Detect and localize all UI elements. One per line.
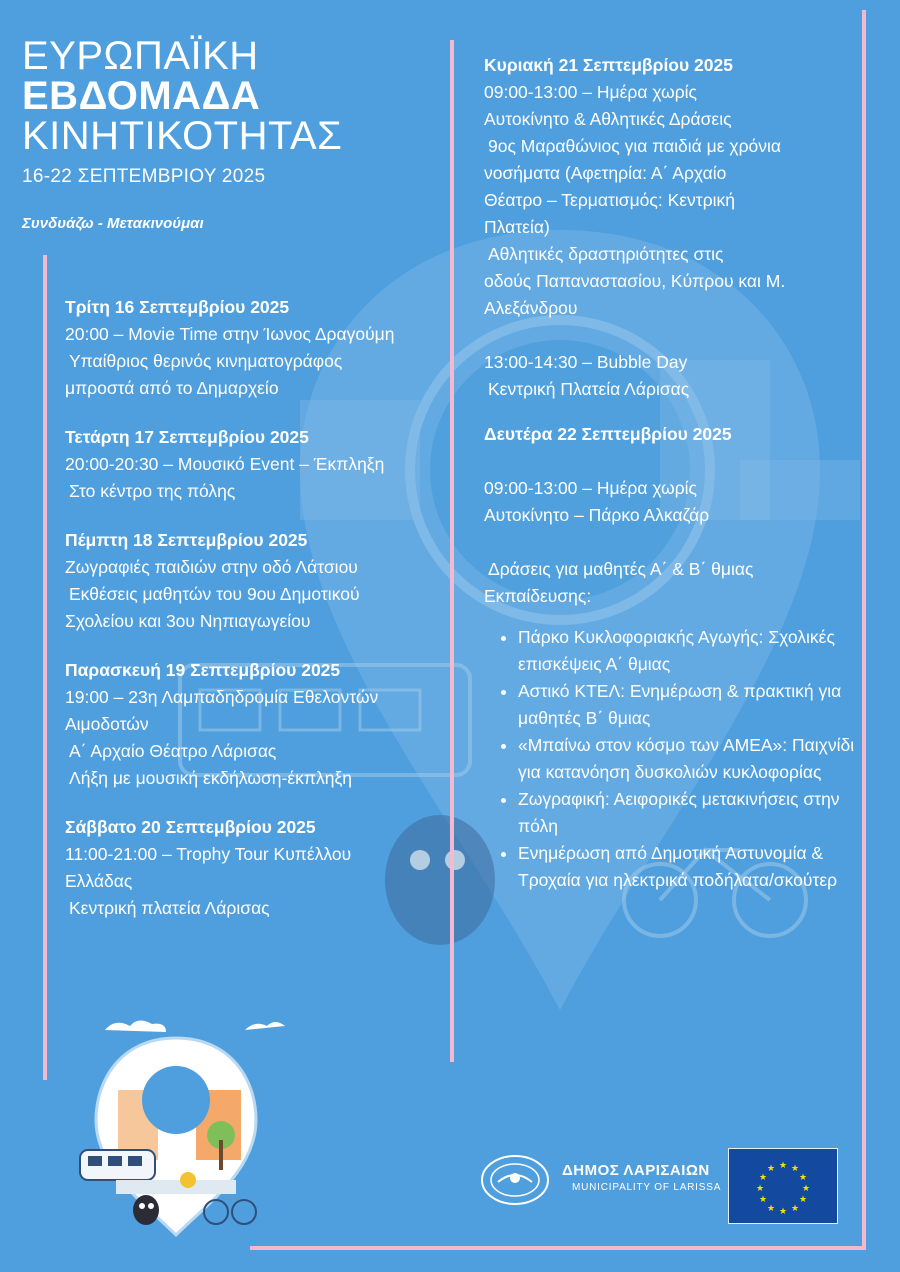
frame-line-middle <box>450 40 454 1062</box>
event-line: Ζωγραφιές παιδιών στην οδό Λάτσιου <box>65 557 358 577</box>
event-line: 11:00-21:00 – Trophy Tour Κυπέλλου <box>65 844 352 864</box>
day-title: Τρίτη 16 Σεπτεμβρίου 2025 <box>65 297 290 317</box>
event-line: Πλατεία) <box>484 217 550 237</box>
list-item: • Ζωγραφική: Αειφορικές μετακινήσεις στην πόλη <box>518 786 856 840</box>
event-line: νοσήματα (Αφετηρία: Α΄ Αρχαίο <box>484 163 727 183</box>
activity-list <box>484 624 856 894</box>
event-line: Αυτοκίνητο & Αθλητικές Δράσεις <box>484 109 732 129</box>
spacer <box>484 529 856 556</box>
event-line: Δράσεις για μαθητές Α΄ & Β΄ θμιας <box>488 559 754 579</box>
event-line: Υπαίθριος θερινός κινηματογράφος <box>69 351 343 371</box>
event-line: Λήξη με μουσική εκδήλωση-έκπληξη <box>69 768 353 788</box>
day-friday <box>65 657 450 792</box>
eu-stars <box>729 1149 837 1223</box>
day-title: Σάββατο 20 Σεπτεμβρίου 2025 <box>65 817 316 837</box>
mobility-pin-icon <box>76 1030 276 1240</box>
list-item: • Αστικό ΚΤΕΛ: Ενημέρωση & πρακτική για μαθητές Β΄ θμιας <box>518 678 856 732</box>
event-line: 13:00-14:30 – Bubble Day <box>484 352 688 372</box>
day-wednesday <box>65 424 450 505</box>
event-line: Σχολείου και 3ου Νηπιαγωγείου <box>65 611 311 631</box>
frame-line-right <box>862 10 866 1250</box>
svg-text:★: ★ <box>790 1164 800 1174</box>
event-line: 09:00-13:00 – Ημέρα χωρίς <box>484 478 697 498</box>
day-monday <box>484 421 856 894</box>
svg-text:★: ★ <box>755 1184 765 1194</box>
event-line: Αιμοδοτών <box>65 714 149 734</box>
event-line: 19:00 – 23η Λαμπαδηδρομία Εθελοντών <box>65 687 379 707</box>
municipality-subtitle: MUNICIPALITY OF LARISSA <box>572 1182 722 1193</box>
spacer <box>484 322 856 349</box>
svg-text:★: ★ <box>798 1173 808 1183</box>
event-line: 20:00-20:30 – Μουσικό Event – Έκπληξη <box>65 454 385 474</box>
header <box>22 36 342 188</box>
svg-text:★: ★ <box>766 1204 776 1214</box>
event-line: Αθλητικές δραστηριότητες στις <box>488 244 724 264</box>
svg-text:★: ★ <box>790 1204 800 1214</box>
event-line: μπροστά από το Δημαρχείο <box>65 378 279 398</box>
schedule-left-column <box>65 294 450 944</box>
event-line: Αλεξάνδρου <box>484 298 578 318</box>
day-saturday <box>65 814 450 922</box>
event-line: 9ος Μαραθώνιος για παιδιά με χρόνια <box>488 136 782 156</box>
svg-text:★: ★ <box>778 1161 788 1171</box>
list-item: • Πάρκο Κυκλοφοριακής Αγωγής: Σχολικές επισκέψεις Α΄ θμιας <box>518 624 856 678</box>
event-line: Α΄ Αρχαίο Θέατρο Λάρισας <box>69 741 277 761</box>
frame-line-left <box>43 255 47 1080</box>
day-thursday <box>65 527 450 635</box>
svg-text:★: ★ <box>758 1195 768 1205</box>
municipality-seal-icon <box>480 1152 550 1208</box>
event-line: 09:00-13:00 – Ημέρα χωρίς <box>484 82 697 102</box>
day-tuesday <box>65 294 450 402</box>
schedule-right-column <box>484 52 856 916</box>
footer-logos <box>480 1148 840 1226</box>
event-line: 20:00 – Movie Time στην Ίωνος Δραγούμη <box>65 324 395 344</box>
list-item: • «Μπαίνω στον κόσμο των ΑΜΕΑ»: Παιχνίδι για κατανόηση δυσκολιών κυκλοφορίας <box>518 732 856 786</box>
day-title: Τετάρτη 17 Σεπτεμβρίου 2025 <box>65 427 309 447</box>
event-dates: 16-22 ΣΕΠΤΕΜΒΡΙΟΥ 2025 <box>22 166 266 187</box>
svg-text:★: ★ <box>758 1173 768 1183</box>
svg-text:★: ★ <box>766 1164 776 1174</box>
event-line: Κεντρική πλατεία Λάρισας <box>69 898 270 918</box>
slogan: Συνδυάζω - Μετακινούμαι <box>22 215 204 232</box>
event-line: οδούς Παπαναστασίου, Κύπρου και Μ. <box>484 271 786 291</box>
event-line: Αυτοκίνητο – Πάρκο Αλκαζάρ <box>484 505 710 525</box>
day-sunday <box>484 52 856 403</box>
spacer <box>484 448 856 475</box>
event-line: Εκπαίδευσης: <box>484 586 592 606</box>
event-line: Θέατρο – Τερματισμός: Κεντρική <box>484 190 736 210</box>
eu-flag-icon <box>728 1148 838 1224</box>
title-line-1: ΕΥΡΩΠΑΪΚΗ <box>22 34 259 78</box>
day-title: Πέμπτη 18 Σεπτεμβρίου 2025 <box>65 530 308 550</box>
event-line: Κεντρική Πλατεία Λάρισας <box>488 379 690 399</box>
event-line: Στο κέντρο της πόλης <box>69 481 236 501</box>
svg-text:★: ★ <box>801 1184 811 1194</box>
day-title: Παρασκευή 19 Σεπτεμβρίου 2025 <box>65 660 341 680</box>
title-line-2: ΕΒΔΟΜΑΔΑ <box>22 74 261 118</box>
day-title: Δευτέρα 22 Σεπτεμβρίου 2025 <box>484 424 732 444</box>
frame-line-bottom <box>250 1246 866 1250</box>
title-line-3: ΚΙΝΗΤΙΚΟΤΗΤΑΣ <box>22 114 343 158</box>
event-line: Ελλάδας <box>65 871 133 891</box>
municipality-name: ΔΗΜΟΣ ΛΑΡΙΣΑΙΩΝ <box>562 1162 710 1179</box>
event-line: Εκθέσεις μαθητών του 9ου Δημοτικού <box>69 584 360 604</box>
day-title: Κυριακή 21 Σεπτεμβρίου 2025 <box>484 55 733 75</box>
list-item: • Ενημέρωση από Δημοτική Αστυνομία & Τροχαία για ηλεκτρικά ποδήλατα/σκούτερ <box>518 840 856 894</box>
svg-text:★: ★ <box>798 1195 808 1205</box>
svg-text:★: ★ <box>778 1207 788 1217</box>
